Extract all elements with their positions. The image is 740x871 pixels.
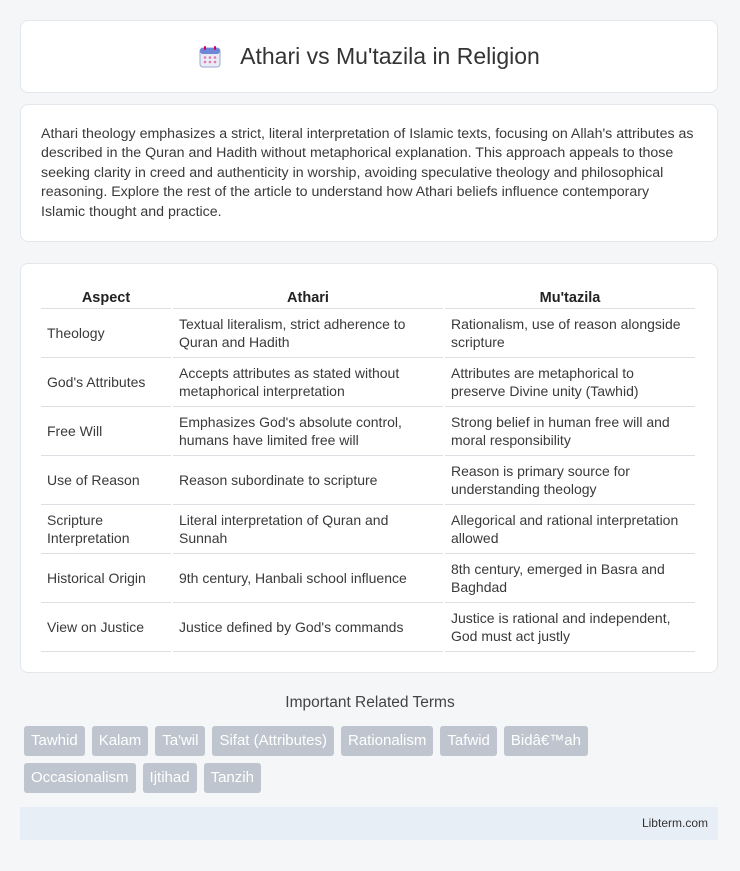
cell-mutazila: Rationalism, use of reason alongside scripture — [445, 309, 695, 358]
cell-mutazila: 8th century, emerged in Basra and Baghdad — [445, 554, 695, 603]
footer-site-link[interactable]: Libterm.com — [641, 816, 708, 830]
cell-aspect: Scripture Interpretation — [41, 505, 171, 554]
intro-text: Athari theology emphasizes a strict, literal interpretation of Islamic texts, focusing on Allah's attributes as described in the Quran and Hadith without metaphorical explanation. This approach appeals to those seeking clarity in creed and authenticity in worship, avoiding speculative theology and philosophical reasoning. Explore the rest of the article to understand how Athari beliefs influence contemporary Islamic thought and practice. — [41, 126, 694, 220]
cell-aspect: God's Attributes — [41, 358, 171, 407]
table-row — [41, 505, 695, 554]
cell-aspect: View on Justice — [41, 603, 171, 652]
table-row — [41, 603, 695, 652]
tag-tawil[interactable]: Ta'wil — [155, 726, 205, 756]
cell-mutazila: Reason is primary source for understanding theology — [445, 456, 695, 505]
tag-occasionalism[interactable]: Occasionalism — [24, 763, 136, 793]
table-header-row — [41, 286, 695, 309]
cell-mutazila: Strong belief in human free will and moral responsibility — [445, 407, 695, 456]
table-row — [41, 456, 695, 505]
page-title: Athari vs Mu'tazila in Religion — [240, 43, 540, 69]
header-mutazila: Mu'tazila — [445, 286, 695, 309]
related-terms-title: Important Related Terms — [285, 694, 455, 711]
calendar-icon — [198, 45, 222, 69]
table-row — [41, 407, 695, 456]
title-card — [20, 20, 718, 93]
tag-rationalism[interactable]: Rationalism — [341, 726, 433, 756]
table-row — [41, 358, 695, 407]
tag-ijtihad[interactable]: Ijtihad — [143, 763, 197, 793]
cell-athari: Textual literalism, strict adherence to Quran and Hadith — [173, 309, 443, 358]
comparison-card — [20, 263, 718, 673]
cell-aspect: Theology — [41, 309, 171, 358]
tag-bidah[interactable]: Bidâ€™ah — [504, 726, 588, 756]
cell-athari: Reason subordinate to scripture — [173, 456, 443, 505]
cell-athari: Justice defined by God's commands — [173, 603, 443, 652]
tag-tanzih[interactable]: Tanzih — [204, 763, 261, 793]
tag-tawhid[interactable]: Tawhid — [24, 726, 85, 756]
cell-athari: Accepts attributes as stated without metaphorical interpretation — [173, 358, 443, 407]
related-terms-list — [24, 726, 704, 793]
cell-athari: Literal interpretation of Quran and Sunnah — [173, 505, 443, 554]
tag-kalam[interactable]: Kalam — [92, 726, 149, 756]
table-row — [41, 554, 695, 603]
table-row — [41, 309, 695, 358]
tag-tafwid[interactable]: Tafwid — [440, 726, 497, 756]
cell-aspect: Use of Reason — [41, 456, 171, 505]
header-athari: Athari — [173, 286, 443, 309]
intro-card — [20, 104, 718, 242]
header-aspect: Aspect — [41, 286, 171, 309]
cell-mutazila: Attributes are metaphorical to preserve Divine unity (Tawhid) — [445, 358, 695, 407]
cell-athari: 9th century, Hanbali school influence — [173, 554, 443, 603]
cell-mutazila: Justice is rational and independent, God must act justly — [445, 603, 695, 652]
cell-aspect: Free Will — [41, 407, 171, 456]
cell-mutazila: Allegorical and rational interpretation allowed — [445, 505, 695, 554]
cell-athari: Emphasizes God's absolute control, humans have limited free will — [173, 407, 443, 456]
footer — [20, 807, 718, 840]
cell-aspect: Historical Origin — [41, 554, 171, 603]
comparison-table — [39, 286, 697, 652]
tag-sifat[interactable]: Sifat (Attributes) — [212, 726, 334, 756]
